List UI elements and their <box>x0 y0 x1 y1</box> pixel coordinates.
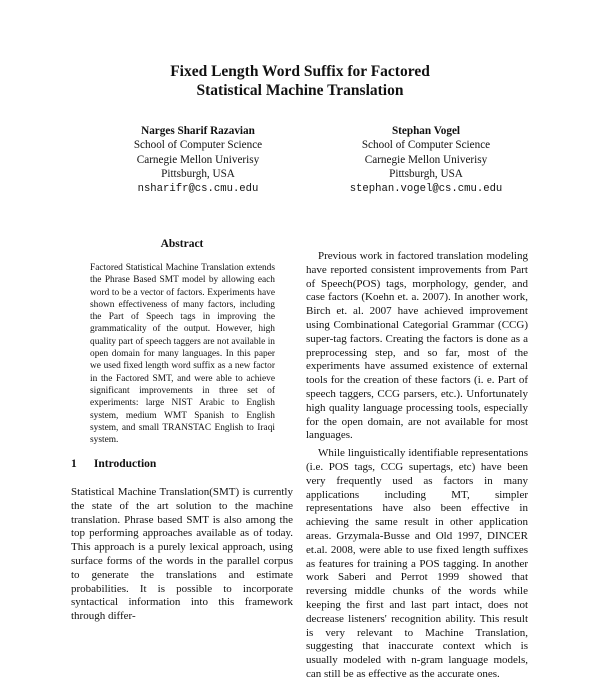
introduction-text: Statistical Machine Translation(SMT) is currently the state of the art solution to the machine translation. Phrase based SMT is also among the top performing approaches available as of today. This approach is a purely lexical approach, using surface forms of the words in the parallel corpus to generate the translations and estimate probabilities. It is possible to incorporate syntactical information into this framework through differ- <box>71 486 293 623</box>
author-email: nsharifr@cs.cmu.edu <box>137 182 259 195</box>
author-name: Stephan Vogel <box>391 125 461 137</box>
title-line-1: Fixed Length Word Suffix for Factored <box>170 63 430 80</box>
section-heading <box>71 458 293 470</box>
author-block-2 <box>306 124 546 196</box>
author-univ: Carnegie Mellon Univerisy <box>364 153 488 166</box>
author-name: Narges Sharif Razavian <box>141 125 255 137</box>
author-city: Pittsburgh, USA <box>161 168 235 181</box>
section-title: Introduction <box>93 458 157 470</box>
section-number: 1 <box>71 458 77 470</box>
paper-title <box>0 62 600 100</box>
author-univ: Carnegie Mellon Univerisy <box>136 153 260 166</box>
author-dept: School of Computer Science <box>361 139 491 152</box>
abstract-heading: Abstract <box>160 238 204 250</box>
right-paragraph-1: Previous work in factored translation modeling have reported consistent improvements from Part of Speech(POS) tags, morphology, gender, and case factors (Koehn et. a. 2007). In another work, Birch et. al. 2007 have achieved improvement using Combinational Categorial Grammar (CCG) super-tag factors. Creating the factors is done as a preprocessing step, and so far, most of the experiments have assumed existence of external tools for the creation of these factors (i. e. Part of speech taggers, CCG parsers, etc.). Unfortunately high quality language processing tools, especially for the open domain, are not available for most languages. <box>306 250 528 442</box>
right-paragraph-2: While linguistically identifiable representations (i.e. POS tags, CCG supertags, etc) have been very frequently used as factors in many applications including MT, simpler representations have also been effective in achieving the same result in other application areas. Grzymala-Busse and Old 1997, DINCER et.al. 2008, were able to use fixed length suffixes as features for training a POS tagging. In another work Saberi and Perrot 1999 showed that reversing middle chunks of the words while keeping the first and last part intact, does not decrease listeners' recognition ability. This result is very relevant to Machine Translation, suggesting that inaccurate context which is usually modeled with n-gram language models, can still be as effective as the accurate ones. <box>306 447 528 680</box>
author-city: Pittsburgh, USA <box>389 168 463 181</box>
author-block-1 <box>78 124 318 196</box>
author-dept: School of Computer Science <box>133 139 263 152</box>
author-email: stephan.vogel@cs.cmu.edu <box>349 182 503 195</box>
abstract-text: Factored Statistical Machine Translation extends the Phrase Based SMT model by allowing each word to be a vector of factors. Experiments have shown effectiveness of many factors, including the Part of Speech tags in improving the grammaticality of the output. However, high quality part of speech taggers are not available in open domain for many languages. In this paper we used fixed length word suffix as a new factor in the Factored SMT, and were able to achieve significant improvements in three set of experiments: large NIST Arabic to English system, medium WMT Spanish to English system, and small TRANSTAC English to Iraqi system. <box>90 263 275 446</box>
title-line-2: Statistical Machine Translation <box>196 82 404 99</box>
right-column <box>306 250 528 686</box>
